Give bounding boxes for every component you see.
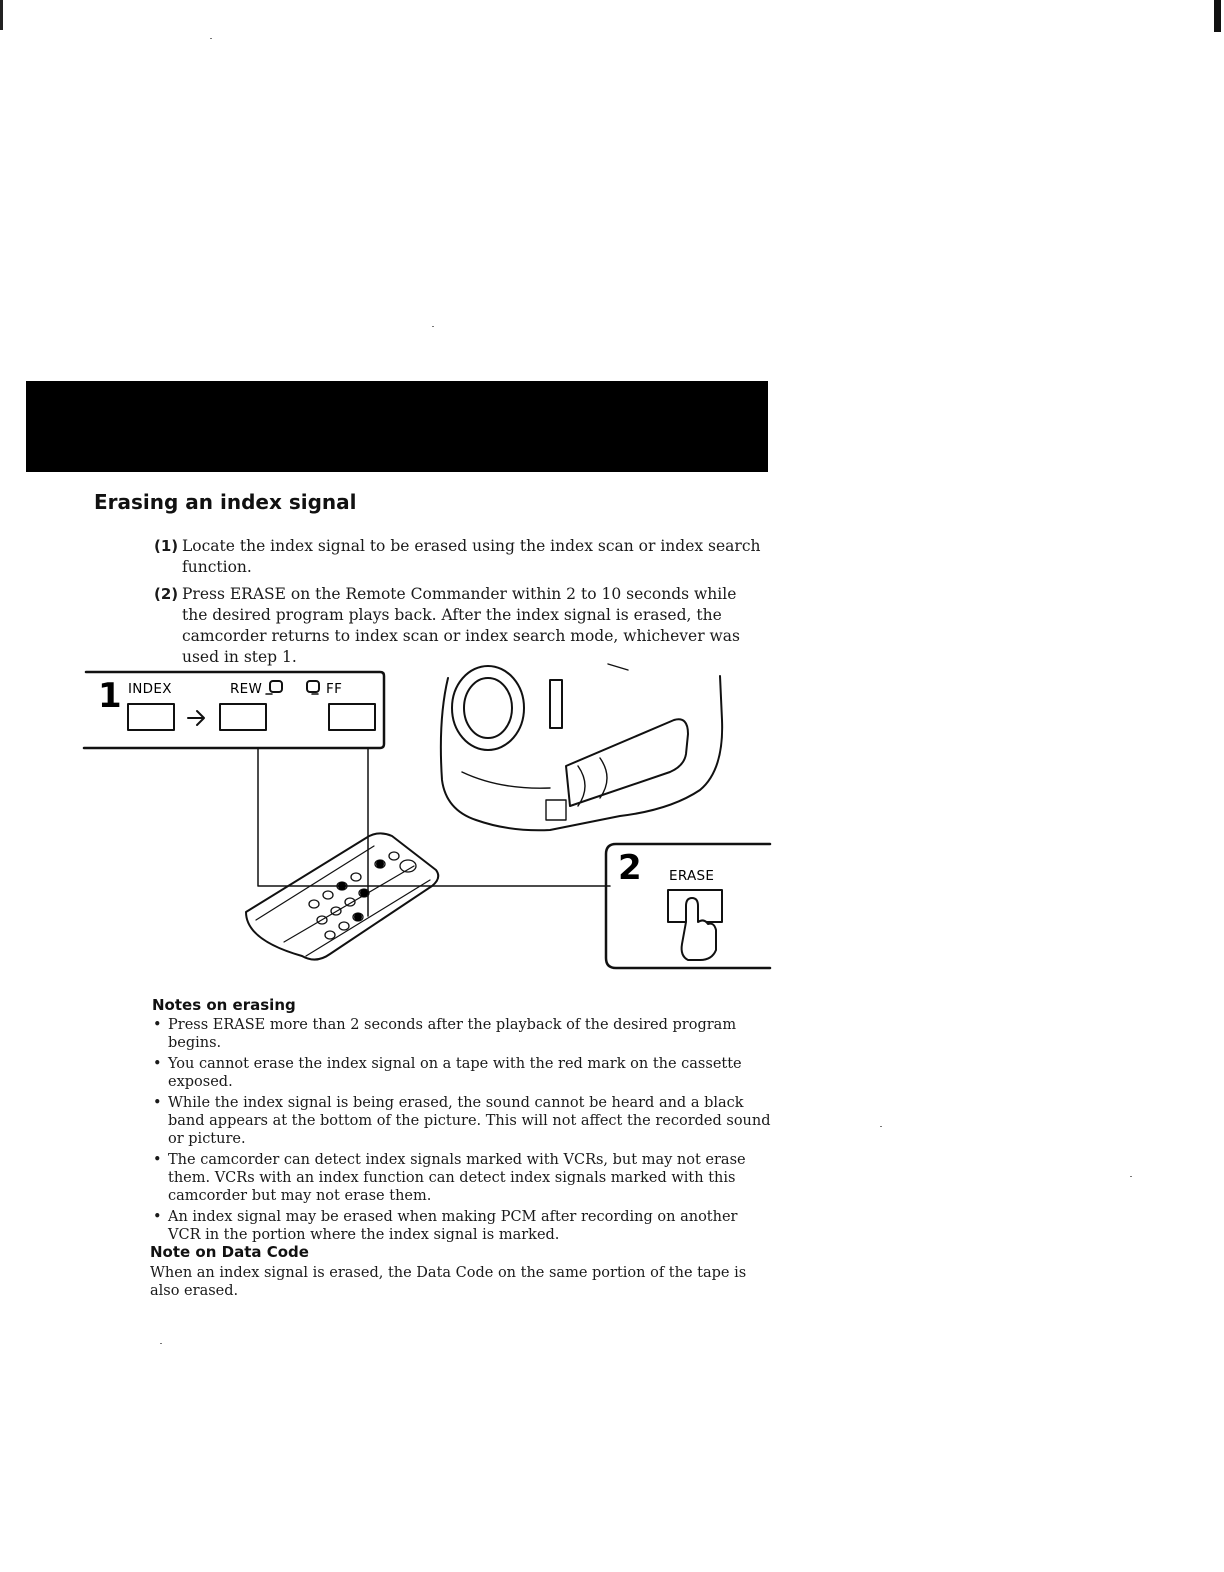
list-item: • Press ERASE more than 2 seconds after the playback of the desired program begins.	[152, 1016, 772, 1052]
list-item: • An index signal may be erased when making PCM after recording on another VCR in the portion where the index signal is marked.	[152, 1208, 772, 1244]
step-text: Locate the index signal to be erased using the index scan or index search function.	[182, 537, 761, 576]
scan-speck	[210, 38, 212, 39]
step1-number: 1	[98, 676, 122, 716]
notes-erasing-list	[152, 1016, 772, 1247]
remote-commander-icon	[246, 833, 438, 959]
scan-speck	[432, 326, 434, 327]
scan-edge-mark-right	[1214, 0, 1221, 32]
list-item: • The camcorder can detect index signals marked with VCRs, but may not erase them. VCRs with an index function can detect index signals marked with this camcorder but may not erase them.	[152, 1151, 772, 1205]
illustration-drawing	[80, 660, 780, 980]
scan-speck	[1130, 1176, 1132, 1177]
data-code-note-title: Note on Data Code	[150, 1243, 309, 1261]
index-button-icon	[128, 704, 174, 730]
list-item: • You cannot erase the index signal on a tape with the red mark on the cassette exposed.	[152, 1055, 772, 1091]
camcorder-body-icon	[441, 676, 722, 830]
illustration	[80, 660, 780, 980]
pointing-hand-icon	[682, 898, 716, 960]
list-item: • While the index signal is being erased, the sound cannot be heard and a black band appears at the bottom of the picture. This will not affect the recorded sound or picture.	[152, 1094, 772, 1148]
scan-edge-mark-left	[0, 0, 3, 30]
section-header-band	[26, 381, 768, 472]
step-number: (2)	[154, 585, 179, 603]
rew-button-icon	[220, 704, 266, 730]
rew-label: REW	[230, 681, 263, 697]
section-heading: Erasing an index signal	[94, 490, 357, 514]
erase-label: ERASE	[669, 868, 715, 884]
notes-erasing-title: Notes on erasing	[152, 996, 296, 1014]
step-number: (1)	[154, 537, 179, 555]
arrow-right-icon	[188, 711, 204, 725]
data-code-note-text: When an index signal is erased, the Data Code on the same portion of the tape is also erased.	[150, 1265, 747, 1299]
ff-symbol-icon	[307, 681, 319, 692]
step2-number: 2	[618, 848, 642, 888]
scan-speck	[160, 1343, 162, 1344]
step-text: Press ERASE on the Remote Commander within 2 to 10 seconds while the desired program plays back. After the index signal is erased, the camcorder returns to index scan or index search mode, whichever was used in step 1.	[182, 585, 741, 666]
procedure-step	[154, 584, 764, 668]
index-label: INDEX	[128, 681, 172, 697]
procedure-step	[154, 536, 764, 578]
rew-symbol-icon	[270, 681, 282, 692]
procedure-steps	[154, 536, 764, 674]
ff-label: FF	[326, 681, 343, 697]
scan-speck	[880, 1126, 882, 1127]
ff-button-icon	[329, 704, 375, 730]
